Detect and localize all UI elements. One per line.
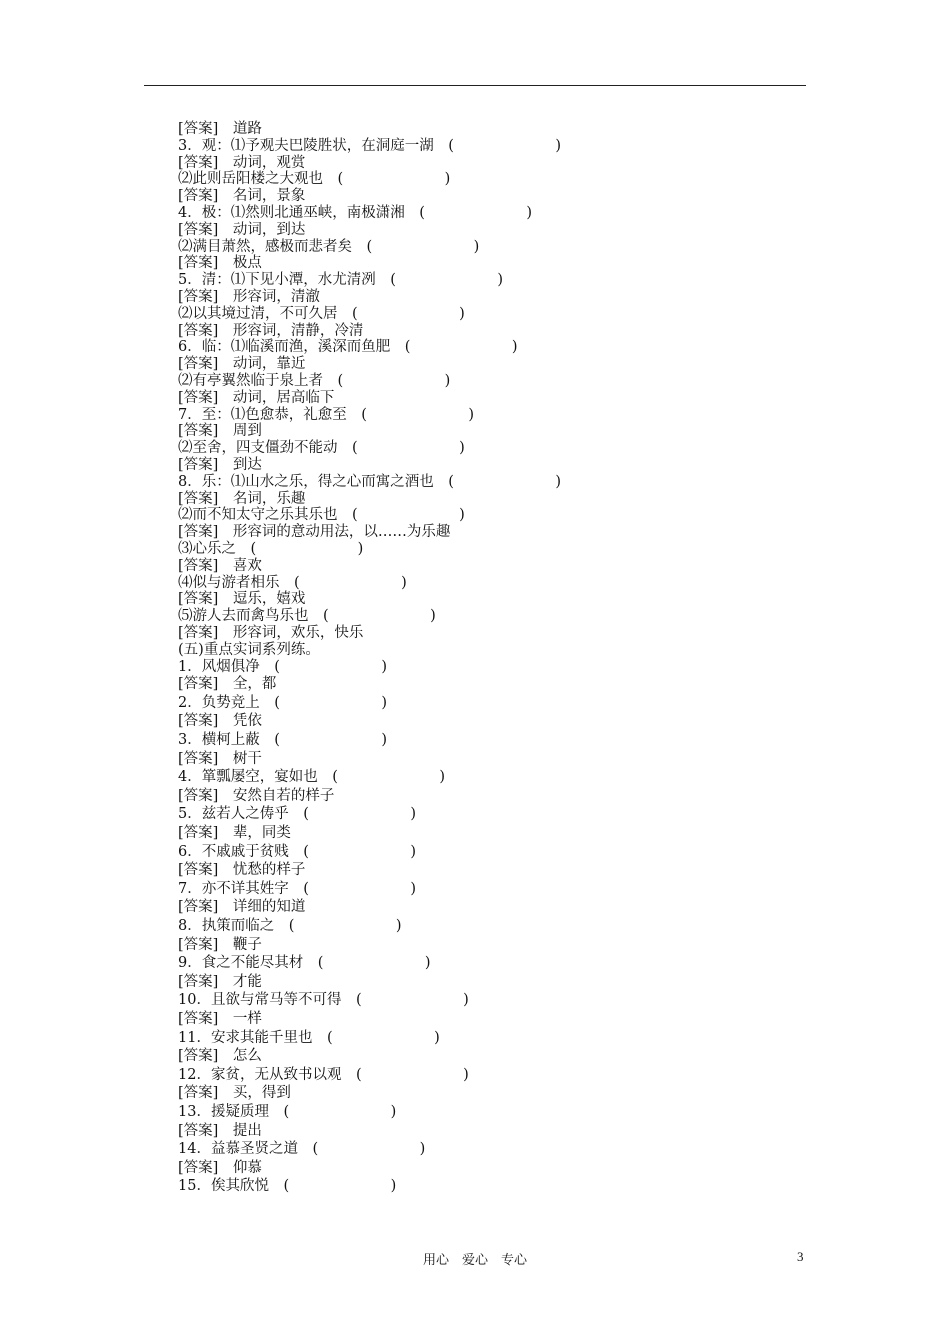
text-line: [答案] 动词，观赏 — [178, 154, 306, 171]
question-line: 7．亦不详其姓字 ( ) — [178, 880, 417, 897]
answer-line: [答案] 安然自若的样子 — [178, 787, 335, 804]
question-line: 11．安求其能千里也 ( ) — [178, 1029, 440, 1046]
answer-line: [答案] 树干 — [178, 750, 262, 767]
question-line: 1．风烟俱净 ( ) — [178, 658, 388, 675]
answer-line: [答案] 凭依 — [178, 713, 262, 730]
header-rule — [144, 85, 806, 86]
text-line: [答案] 到达 — [178, 456, 262, 473]
text-line: ⑸游人去而禽鸟乐也 ( ) — [178, 608, 436, 625]
text-line: [答案] 周到 — [178, 423, 262, 440]
answer-line: [答案] 提出 — [178, 1122, 262, 1139]
answer-line: [答案] 全，都 — [178, 676, 277, 693]
text-line: [答案] 形容词，欢乐，快乐 — [178, 624, 364, 641]
question-line: 15．俟其欣悦 ( ) — [178, 1178, 397, 1195]
text-line: 8．乐：⑴山水之乐，得之心而寓之酒也 ( ) — [178, 473, 562, 490]
text-line: 5．清：⑴下见小潭，水尤清冽 ( ) — [178, 272, 504, 289]
text-line: [答案] 动词，到达 — [178, 221, 306, 238]
text-line: [答案] 动词，靠近 — [178, 356, 306, 373]
text-line: [答案] 名词，乐趣 — [178, 490, 306, 507]
question-line: 12．家贫，无从致书以观 ( ) — [178, 1066, 469, 1083]
answer-line: [答案] 才能 — [178, 973, 262, 990]
text-line: 4．极：⑴然则北通巫峡，南极潇湘 ( ) — [178, 204, 533, 221]
answer-line: [答案] 详细的知道 — [178, 899, 306, 916]
page-footer: 用心 爱心 专心 — [422, 1253, 527, 1268]
text-line: [答案] 动词，居高临下 — [178, 389, 335, 406]
text-line: [答案] 喜欢 — [178, 557, 262, 574]
text-line: [答案] 极点 — [178, 255, 262, 272]
text-line: [答案] 逗乐，嬉戏 — [178, 591, 306, 608]
page-number: 3 — [797, 1249, 804, 1264]
question-line: 4．箪瓢屡空，宴如也 ( ) — [178, 769, 446, 786]
section-heading: (五)重点实词系列练。 — [178, 641, 320, 658]
text-line: ⑵以其境过清，不可久居 ( ) — [178, 305, 465, 322]
question-line: 3．横柯上蔽 ( ) — [178, 732, 388, 749]
text-line: ⑷似与游者相乐 ( ) — [178, 574, 407, 591]
answer-line: [答案] 鞭子 — [178, 936, 262, 953]
text-line: 7．至：⑴色愈恭，礼愈至 ( ) — [178, 406, 475, 423]
text-line: [答案] 形容词，清澈 — [178, 288, 320, 305]
text-line: 6．临：⑴临溪而渔，溪深而鱼肥 ( ) — [178, 339, 518, 356]
text-line: [答案] 道路 — [178, 121, 262, 137]
text-line: 3．观：⑴予观夫巴陵胜状，在洞庭一湖 ( ) — [178, 137, 562, 154]
question-line: 8．执策而临之 ( ) — [178, 918, 402, 935]
question-line: 6．不戚戚于贫贱 ( ) — [178, 843, 417, 860]
question-line: 9．食之不能尽其材 ( ) — [178, 955, 431, 972]
question-line: 2．负势竞上 ( ) — [178, 694, 388, 711]
question-line: 14．益慕圣贤之道 ( ) — [178, 1141, 426, 1158]
text-line: ⑵有亭翼然临于泉上者 ( ) — [178, 372, 451, 389]
text-line: ⑵而不知太守之乐其乐也 ( ) — [178, 507, 465, 524]
document-body — [178, 121, 818, 1196]
text-line: [答案] 形容词的意动用法，以……为乐趣 — [178, 524, 451, 541]
answer-line: [答案] 一样 — [178, 1010, 262, 1027]
answer-line: [答案] 买，得到 — [178, 1085, 291, 1102]
question-line: 10．且欲与常马等不可得 ( ) — [178, 992, 469, 1009]
answer-line: [答案] 仰慕 — [178, 1159, 262, 1176]
text-line: [答案] 形容词，清静，冷清 — [178, 322, 364, 339]
answer-line: [答案] 怎么 — [178, 1048, 262, 1065]
answer-line: [答案] 忧愁的样子 — [178, 862, 306, 879]
text-line: ⑵满目萧然，感极而悲者矣 ( ) — [178, 238, 480, 255]
text-line: ⑵此则岳阳楼之大观也 ( ) — [178, 171, 451, 188]
text-line: ⑶心乐之 ( ) — [178, 540, 364, 557]
text-line: [答案] 名词，景象 — [178, 188, 306, 205]
answer-line: [答案] 辈，同类 — [178, 825, 291, 842]
question-line: 5．兹若人之俦乎 ( ) — [178, 806, 417, 823]
question-line: 13．援疑质理 ( ) — [178, 1103, 397, 1120]
text-line: ⑵至舍，四支僵劲不能动 ( ) — [178, 440, 465, 457]
